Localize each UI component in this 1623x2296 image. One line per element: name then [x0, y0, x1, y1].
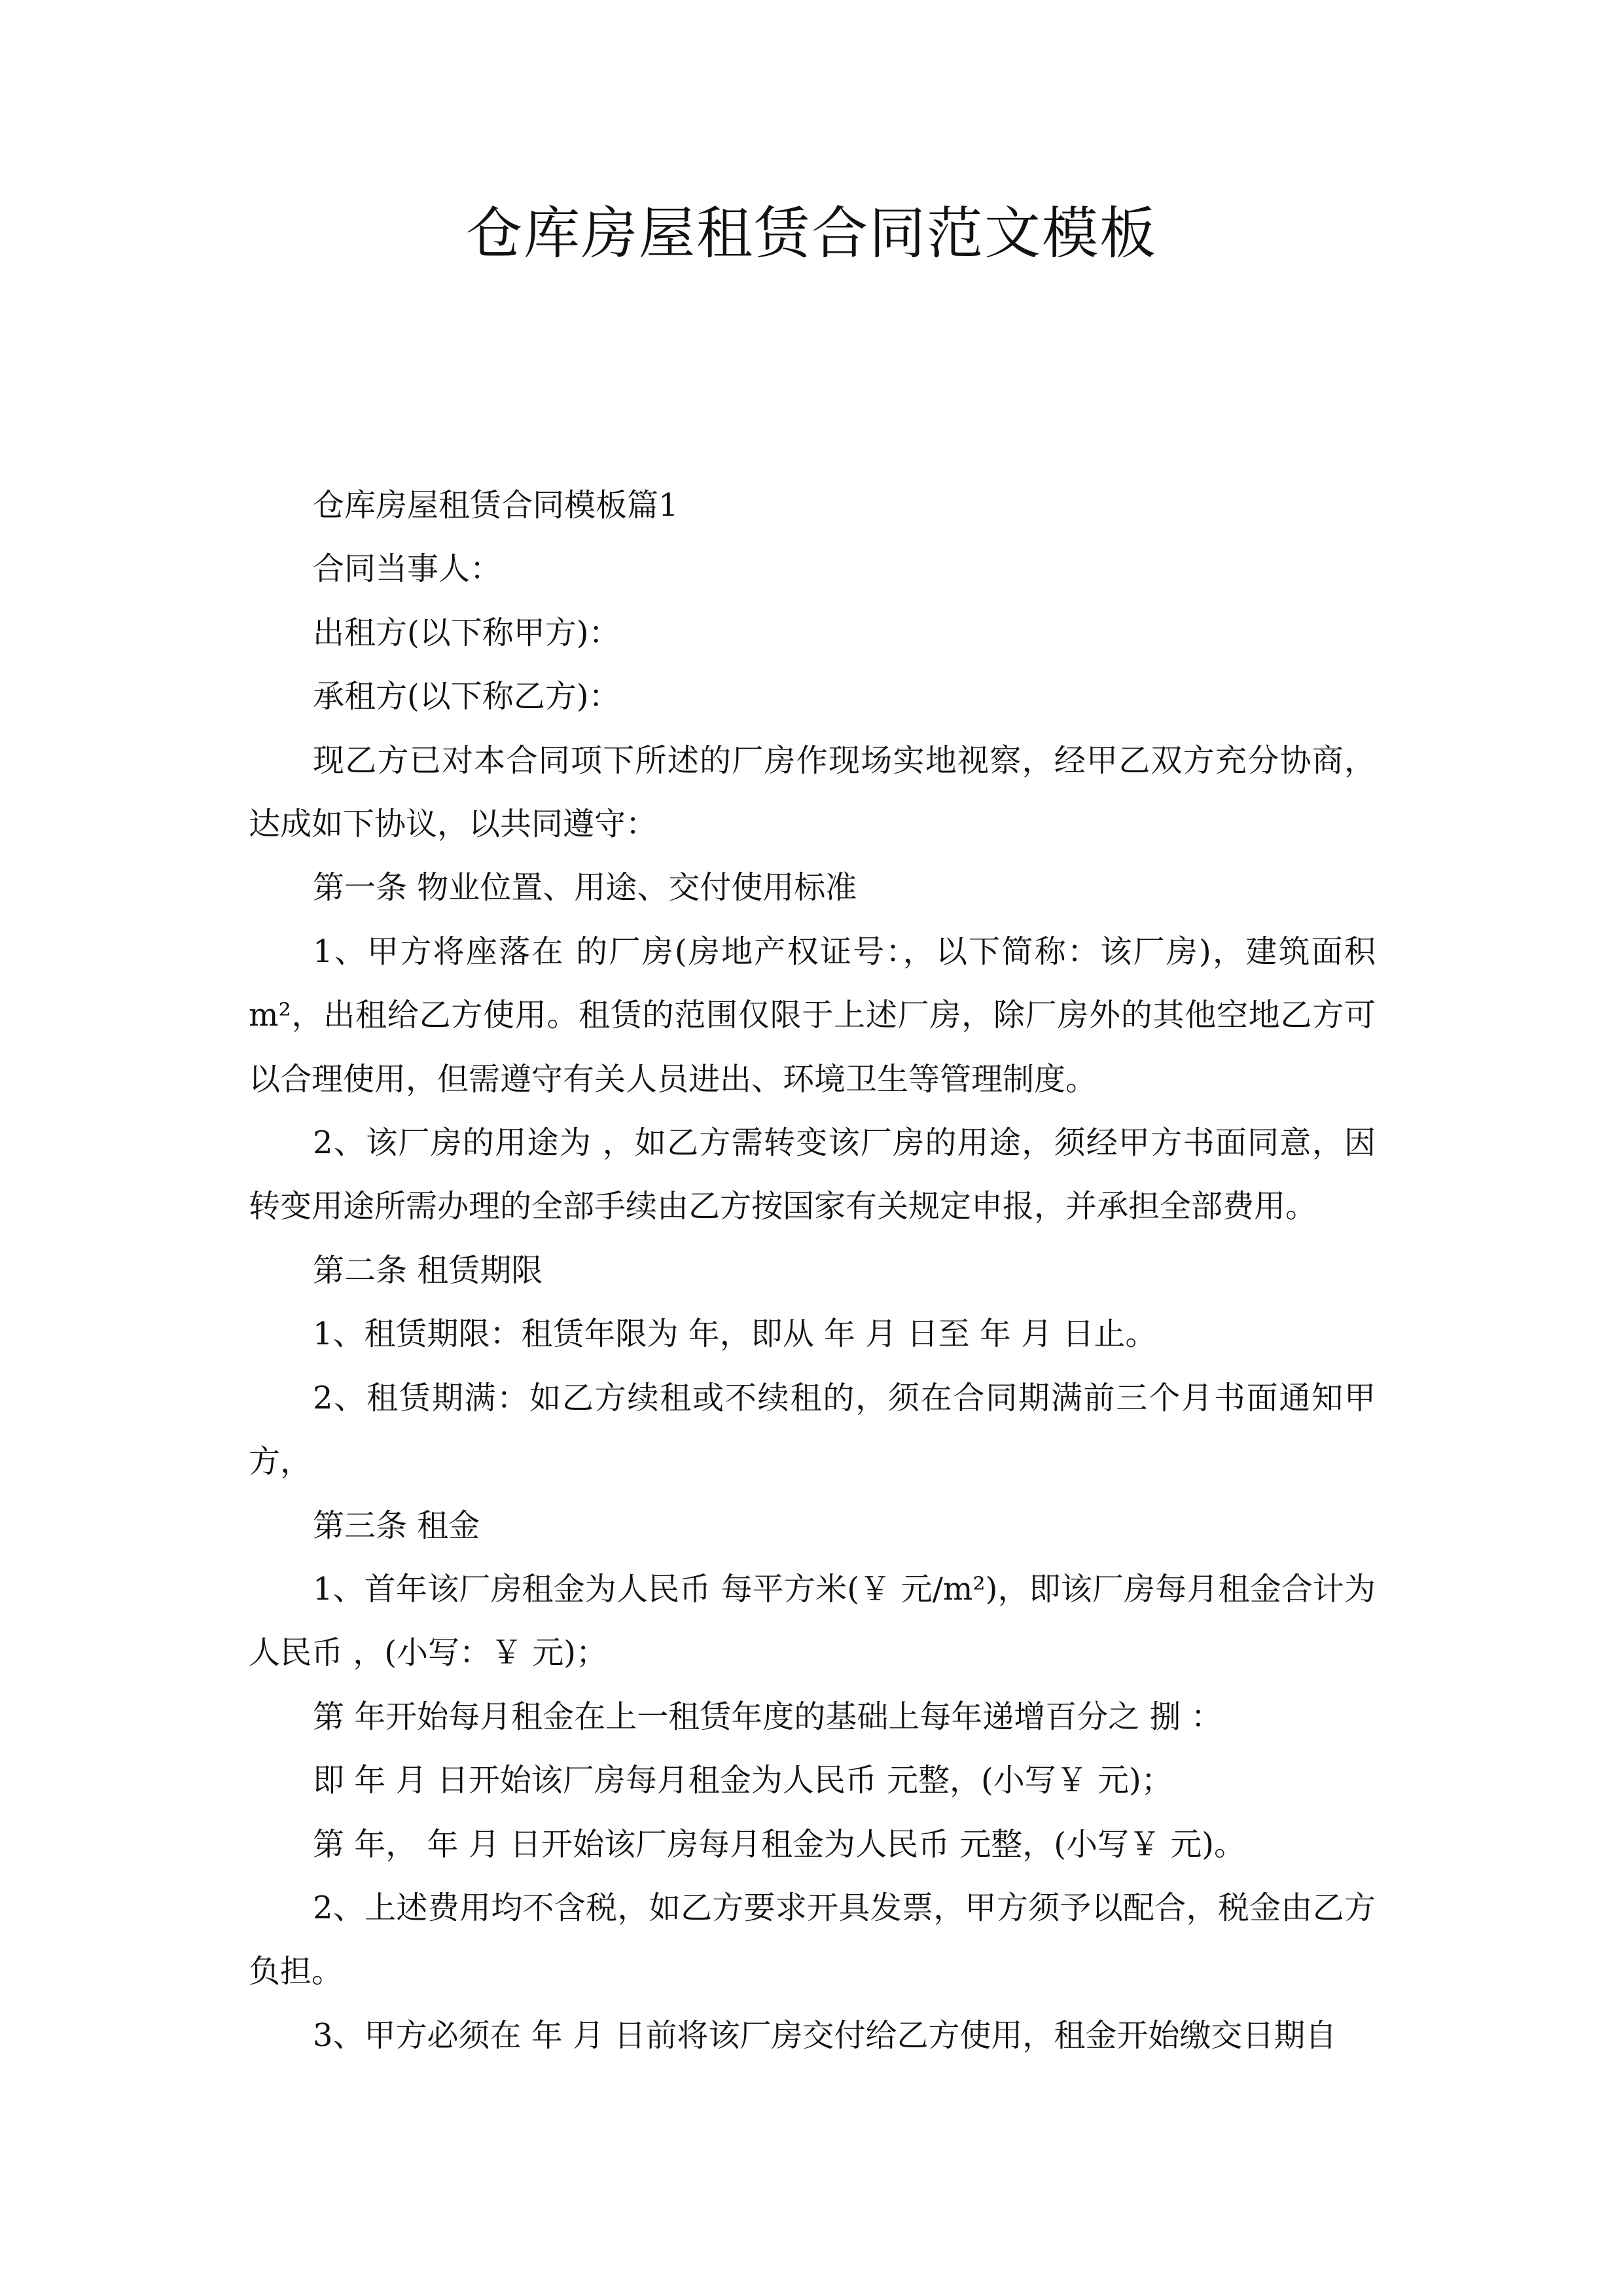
paragraph: 3、甲方必须在 年 月 日前将该厂房交付给乙方使用，租金开始缴交日期自	[313, 2017, 1337, 2054]
paragraph: 现乙方已对本合同项下所述的厂房作现场实地视察，经甲乙双方充分协商，达成如下协议，以共同遵守：	[249, 742, 1376, 843]
paragraph: 出租方(以下称甲方)：	[313, 614, 620, 651]
paragraph: 承租方(以下称乙方)：	[313, 678, 620, 715]
paragraph: 1、租赁期限：租赁年限为 年，即从 年 月 日至 年 月 日止。	[313, 1316, 1157, 1353]
document-title: 仓库房屋租赁合同范文模板	[466, 201, 1157, 266]
paragraph: 2、租赁期满：如乙方续租或不续租的，须在合同期满前三个月书面通知甲方，	[249, 1379, 1376, 1480]
paragraph: 1、甲方将座落在 的厂房(房地产权证号：，以下简称：该厂房)，建筑面积 m²，出租给乙方使用。租赁的范围仅限于上述厂房，除厂房外的其他空地乙方可以合理使用，但需遵守有关人员进出、环境卫生等管理制度。	[249, 933, 1376, 1098]
paragraph: 2、上述费用均不含税，如乙方要求开具发票，甲方须予以配合，税金由乙方负担。	[249, 1889, 1376, 1990]
section-heading: 仓库房屋租赁合同模板篇1	[313, 487, 679, 524]
article-heading: 第二条 租赁期限	[313, 1251, 543, 1289]
paragraph: 即 年 月 日开始该厂房每月租金为人民币 元整，(小写￥ 元)；	[313, 1762, 1173, 1799]
paragraph: 2、该厂房的用途为 ，如乙方需转变该厂房的用途，须经甲方书面同意，因转变用途所需办理的全部手续由乙方按国家有关规定申报，并承担全部费用。	[249, 1124, 1376, 1225]
paragraph: 合同当事人：	[313, 550, 502, 588]
paragraph: 第 年， 年 月 日开始该厂房每月租金为人民币 元整，(小写￥ 元)。	[313, 1825, 1246, 1863]
paragraph: 第 年开始每月租金在上一租赁年度的基础上每年递增百分之 捌 ：	[313, 1698, 1222, 1735]
article-heading: 第一条 物业位置、用途、交付使用标准	[313, 869, 857, 906]
document-body	[249, 474, 1376, 2068]
paragraph: 1、首年该厂房租金为人民币 每平方米(￥ 元/m²)，即该厂房每月租金合计为人民币 ，(小写：￥ 元)；	[249, 1570, 1376, 1672]
article-heading: 第三条 租金	[313, 1507, 480, 1544]
